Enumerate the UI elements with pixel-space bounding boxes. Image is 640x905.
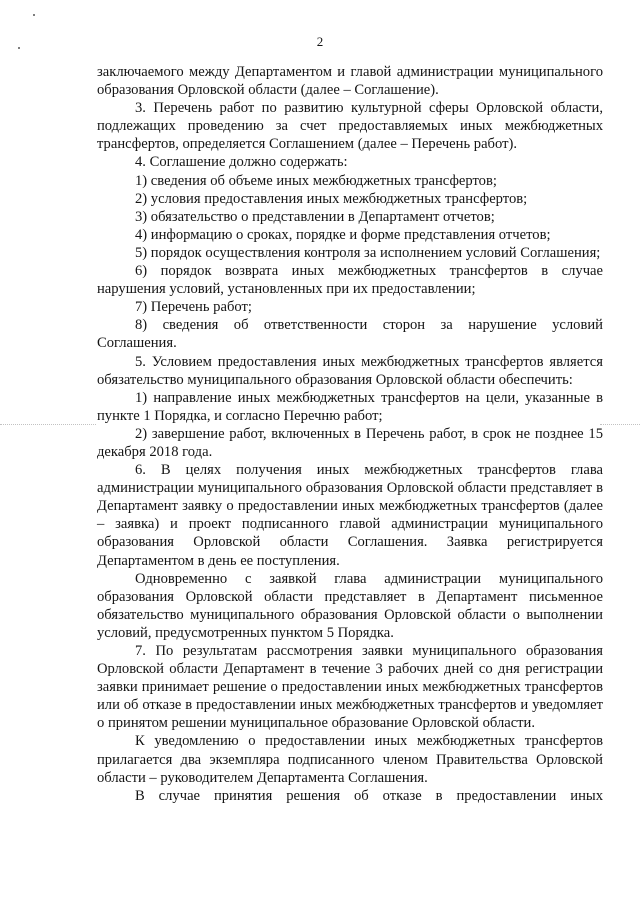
paragraph: 4) информацию о сроках, порядке и форме представления отчетов; — [135, 226, 551, 243]
paragraph: 3. Перечень работ по развитию культурной сферы Орловской области, подлежащих проведению за счет предоставляемых иных межбюджетных трансфертов, определяется Соглашением (далее – Перечень работ). — [97, 100, 603, 153]
scan-artifact-right — [600, 424, 640, 427]
paragraph: 7) Перечень работ; — [135, 299, 252, 316]
page-number: 2 — [316, 34, 324, 49]
paragraph: заключаемого между Департаментом и главой администрации муниципального образования Орловской области (далее – Соглашение). — [97, 64, 603, 99]
paragraph: 1) сведения об объеме иных межбюджетных трансфертов; — [135, 172, 497, 189]
paragraph: 5) порядок осуществления контроля за исполнением условий Соглашения; — [135, 244, 601, 261]
paragraph: 6) порядок возврата иных межбюджетных трансфертов в случае нарушения условий, установленных при их предоставлении; — [97, 263, 603, 298]
paragraph: 2) завершение работ, включенных в Перечень работ, в срок не позднее 15 декабря 2018 года. — [97, 425, 603, 460]
scan-artifact-left — [0, 424, 96, 427]
document-body — [97, 63, 603, 805]
paragraph: 6. В целях получения иных межбюджетных трансфертов глава администрации муниципального образования Орловской области представляет в Департамент заявку о предоставлении иных межбюджетных трансфертов (далее – заявка) и проект подписанного главой администрации муниципального образования Орловской области Соглашения. Заявка регистрируется Департаментом в день ее поступления. — [97, 462, 603, 569]
paragraph: 3) обязательство о представлении в Департамент отчетов; — [135, 208, 495, 225]
paragraph: 8) сведения об ответственности сторон за нарушение условий Соглашения. — [97, 317, 603, 352]
paragraph: 5. Условием предоставления иных межбюджетных трансфертов является обязательство муниципального образования Орловской области обеспечить: — [97, 353, 603, 388]
paragraph: В случае принятия решения об отказе в предоставлении иных — [135, 787, 603, 804]
paragraph: 4. Соглашение должно содержать: — [135, 154, 348, 171]
paragraph: Одновременно с заявкой глава администрации муниципального образования Орловской области представляет в Департамент письменное обязательство муниципального образования Орловской области о выполнении условий, предусмотренных пунктом 5 Порядка. — [97, 570, 603, 641]
paragraph: К уведомлению о предоставлении иных межбюджетных трансфертов прилагается два экземпляра подписанного членом Правительства Орловской области – руководителем Департамента Соглашения. — [97, 733, 603, 786]
paragraph: 7. По результатам рассмотрения заявки муниципального образования Орловской области Департамент в течение 3 рабочих дней со дня регистрации заявки принимает решение о предоставлении иных межбюджетных трансфертов или об отказе в предоставлении иных межбюджетных трансфертов и уведомляет о принятом решении муниципальное образование Орловской области. — [97, 643, 603, 732]
paragraph: 2) условия предоставления иных межбюджетных трансфертов; — [135, 190, 528, 207]
scan-speck — [33, 14, 35, 16]
paragraph: 1) направление иных межбюджетных трансфертов на цели, указанные в пункте 1 Порядка, и согласно Перечню работ; — [97, 389, 603, 424]
